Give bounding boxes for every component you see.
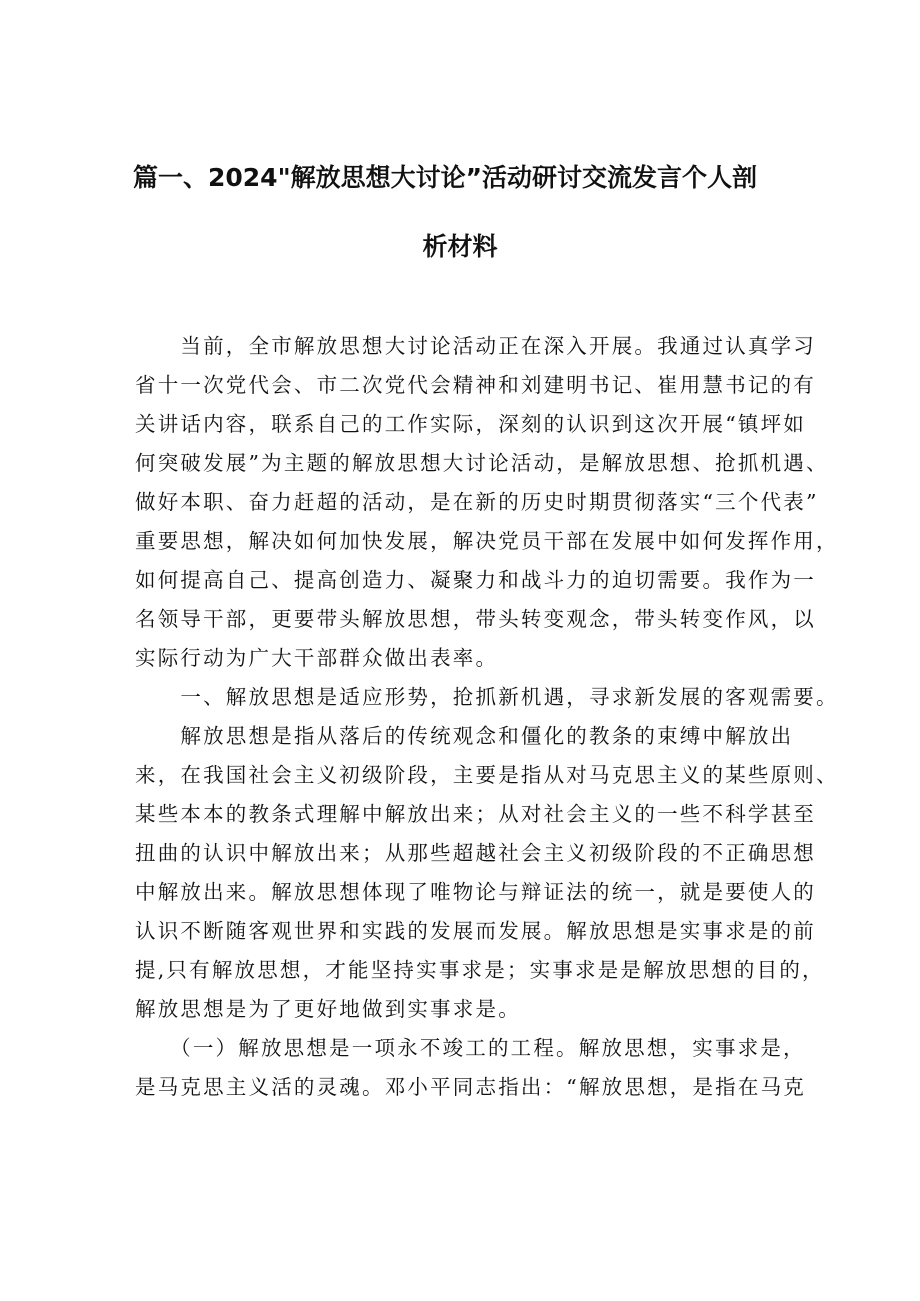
body-text-line: 来，在我国社会主义初级阶段，主要是指从对马克思主义的某些原则、 [135, 763, 839, 787]
document-title-line-2: 析材料 [422, 232, 498, 261]
body-text-line: 是马克思主义活的灵魂。邓小平同志指出：“解放思想，是指在马克 [135, 1075, 806, 1099]
body-text-line: 名领导干部，更要带头解放思想，带头转变观念，带头转变作风，以 [135, 607, 816, 631]
body-text-line: 某些本本的教条式理解中解放出来；从对社会主义的一些不科学甚至 [135, 802, 816, 826]
subsection-heading-line: （一）解放思想是一项永不竣工的工程。解放思想，实事求是， [135, 1036, 806, 1060]
body-text-line: 扭曲的认识中解放出来；从那些超越社会主义初级阶段的不正确思想 [135, 841, 816, 865]
document-title-line-1: 篇一、2024"解放思想大讨论”活动研讨交流发言个人剖 [133, 163, 758, 192]
body-text-line: 中解放出来。解放思想体现了唯物论与辩证法的统一，就是要使人的 [135, 880, 816, 904]
body-text-line: 何突破发展”为主题的解放思想大讨论活动，是解放思想、抢抓机遇、 [135, 451, 829, 475]
body-text-line: 省十一次党代会、市二次党代会精神和刘建明书记、崔用慧书记的有 [135, 373, 816, 397]
body-text-line: 提,只有解放思想，才能坚持实事求是；实事求是是解放思想的目的， [135, 958, 825, 982]
body-text-line: 认识不断随客观世界和实践的发展而发展。解放思想是实事求是的前 [135, 919, 816, 943]
body-text-line: 解放思想是为了更好地做到实事求是。 [135, 997, 521, 1021]
body-text-line: 实际行动为广大干部群众做出表率。 [135, 646, 499, 670]
section-heading-line: 一、解放思想是适应形势，抢抓新机遇，寻求新发展的客观需要。 [135, 685, 839, 709]
body-text-line: 重要思想，解决如何加快发展，解决党员干部在发展中如何发挥作用， [135, 529, 839, 553]
body-text-line: 解放思想是指从落后的传统观念和僵化的教条的束缚中解放出 [135, 724, 794, 748]
body-text-line: 当前，全市解放思想大讨论活动正在深入开展。我通过认真学习 [135, 334, 816, 358]
body-text-line: 如何提高自己、提高创造力、凝聚力和战斗力的迫切需要。我作为一 [135, 568, 816, 592]
body-text-line: 关讲话内容，联系自己的工作实际，深刻的认识到这次开展“镇坪如 [135, 412, 806, 436]
body-text-line: 做好本职、奋力赶超的活动，是在新的历史时期贯彻落实“三个代表” [135, 490, 819, 514]
